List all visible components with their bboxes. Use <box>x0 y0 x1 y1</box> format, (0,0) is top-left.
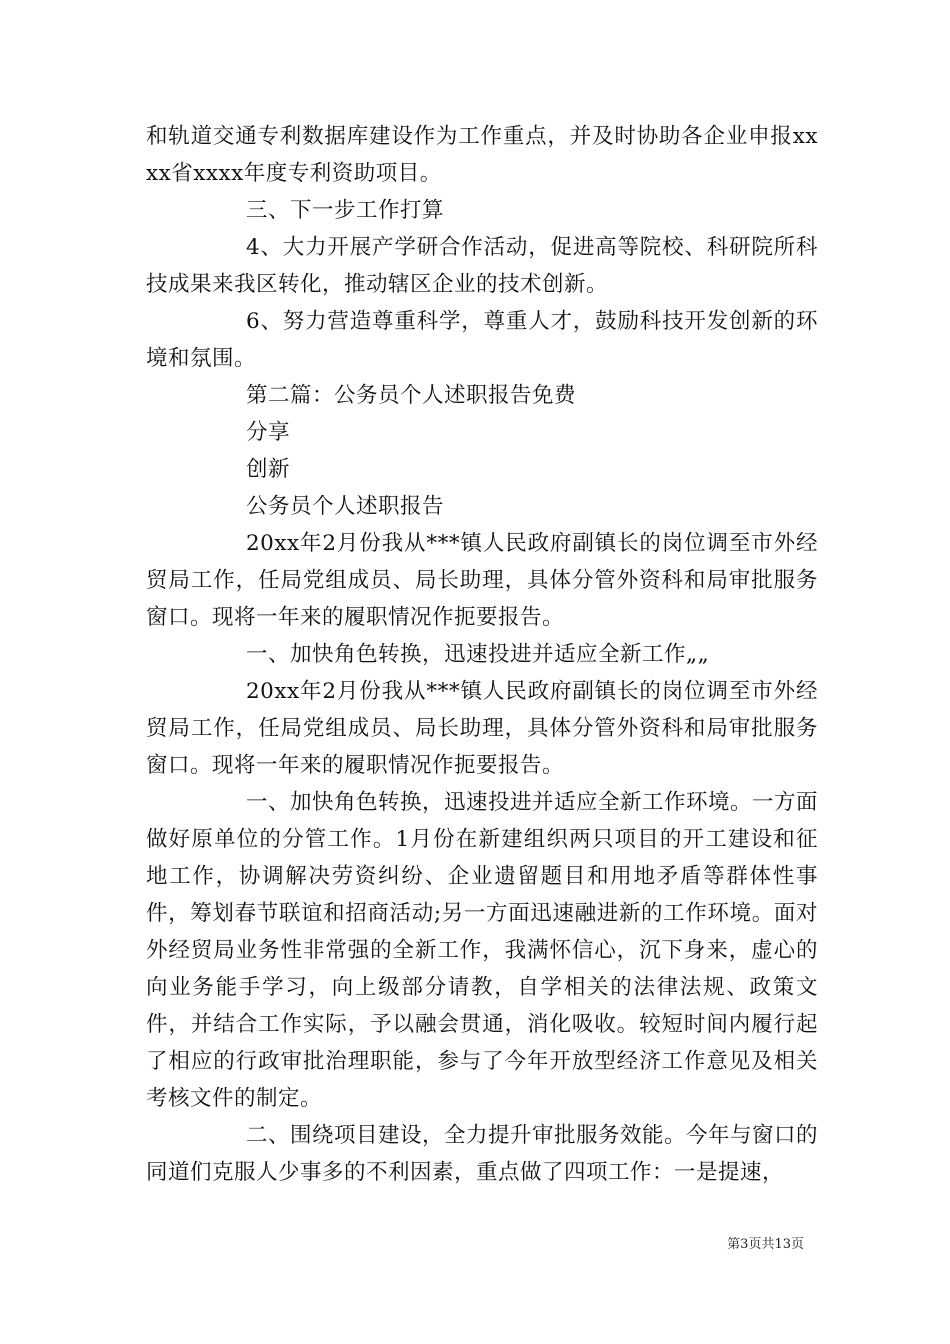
title-line: 分享 <box>246 420 291 445</box>
paragraph: 4、大力开展产学研合作活动，促进高等院校、科研院所科技成果来我区转化，推动辖区企业的技术创新。 <box>146 235 818 297</box>
report-title: 公务员个人述职报告 <box>246 494 445 519</box>
section-heading: 一、加快角色转换，迅速投进并适应全新工作„„ <box>246 642 710 667</box>
title-line: 创新 <box>246 457 291 482</box>
paragraph: 6、努力营造尊重科学，尊重人才，鼓励科技开发创新的环境和氛围。 <box>146 309 818 371</box>
chapter-title: 第二篇：公务员个人述职报告免费 <box>246 383 577 408</box>
paragraph: 二、围绕项目建设，全力提升审批服务效能。今年与窗口的同道们克服人少事多的不利因素，重点做了四项工作：一是提速， <box>146 1123 819 1185</box>
paragraph: 20xx年2月份我从***镇人民政府副镇长的岗位调至市外经贸局工作，任局党组成员、局长助理，具体分管外资科和局审批服务窗口。现将一年来的履职情况作扼要报告。 <box>146 679 818 778</box>
paragraph: 20xx年2月份我从***镇人民政府副镇长的岗位调至市外经贸局工作，任局党组成员、局长助理，具体分管外资科和局审批服务窗口。现将一年来的履职情况作扼要报告。 <box>146 531 818 630</box>
section-heading: 三、下一步工作打算 <box>246 198 445 223</box>
paragraph: 一、加快角色转换，迅速投进并适应全新工作环境。一方面做好原单位的分管工作。1月份在新建组织两只项目的开工建设和征地工作，协调解决劳资纠纷、企业遗留题目和用地矛盾等群体性事件，筹划春节联谊和招商活动;另一方面迅速融进新的工作环境。面对外经贸局业务性非常强的全新工作，我满怀信心，沉下身来，虚心的向业务能手学习，向上级部分请教，自学相关的法律法规、政策文件，并结合工作实际，予以融会贯通，消化吸收。较短时间内履行起了相应的行政审批治理职能，参与了今年开放型经济工作意见及相关考核文件的制定。 <box>146 790 819 1111</box>
document-body <box>146 118 818 1191</box>
page-number-footer: 第3页共13页 <box>727 1237 804 1252</box>
paragraph: 和轨道交通专利数据库建设作为工作重点，并及时协助各企业申报xxxx省xxxx年度专利资助项目。 <box>146 124 818 186</box>
